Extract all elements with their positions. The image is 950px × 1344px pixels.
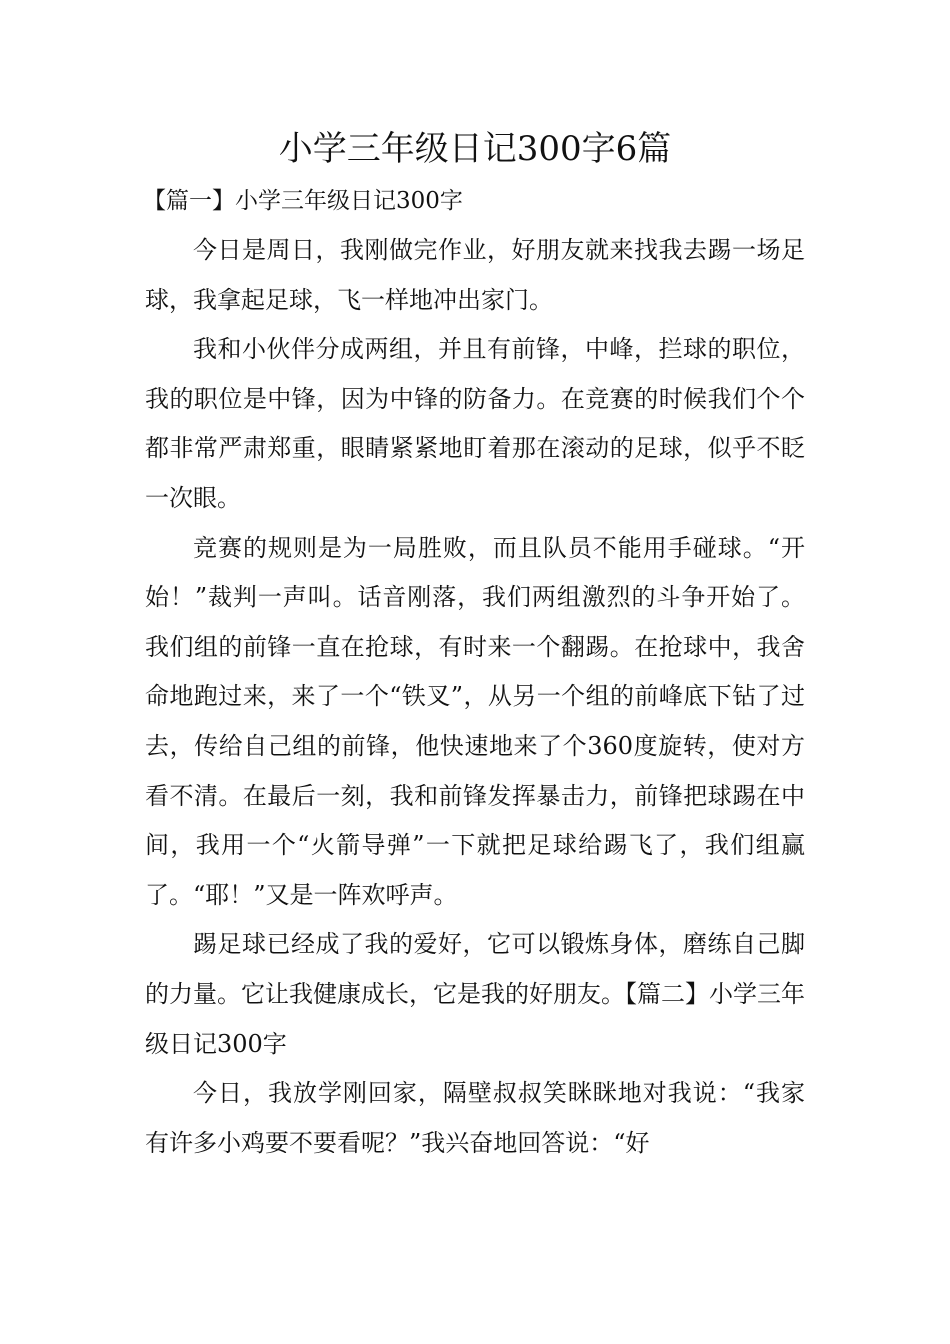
paragraph: 竞赛的规则是为一局胜败，而且队员不能用手碰球。“开始！”裁判一声叫。话音刚落，我们两组激烈的斗争开始了。我们组的前锋一直在抢球，有时来一个翻踢。在抢球中，我舍命地跑过来，来了一个“铁叉”，从另一个组的前峰底下钻了过去，传给自己组的前锋，他快速地来了个360度旋转，使对方看不清。在最后一刻，我和前锋发挥暴击力，前锋把球踢在中间，我用一个“火箭导弹”一下就把足球给踢飞了，我们组赢了。“耶！”又是一阵欢呼声。 [145,533,805,909]
paragraph: 今日，我放学刚回家，隔壁叔叔笑眯眯地对我说：“我家有许多小鸡要不要看呢？”我兴奋地回答说：“好 [145,1079,805,1157]
paragraph: 今日是周日，我刚做完作业，好朋友就来找我去踢一场足球，我拿起足球，飞一样地冲出家门。 [145,236,805,314]
document-page [145,122,805,1168]
section-heading: 【篇一】小学三年级日记300字 [143,188,463,214]
paragraph: 我和小伙伴分成两组，并且有前锋，中峰，拦球的职位，我的职位是中锋，因为中锋的防备力。在竞赛的时候我们个个都非常严肃郑重，眼睛紧紧地盯着那在滚动的足球，似乎不眨一次眼。 [145,335,805,512]
document-title: 小学三年级日记300字6篇 [278,129,672,169]
paragraph: 踢足球已经成了我的爱好，它可以锻炼身体，磨练自己脚的力量。它让我健康成长，它是我的好朋友。【篇二】小学三年级日记300字 [145,930,805,1058]
